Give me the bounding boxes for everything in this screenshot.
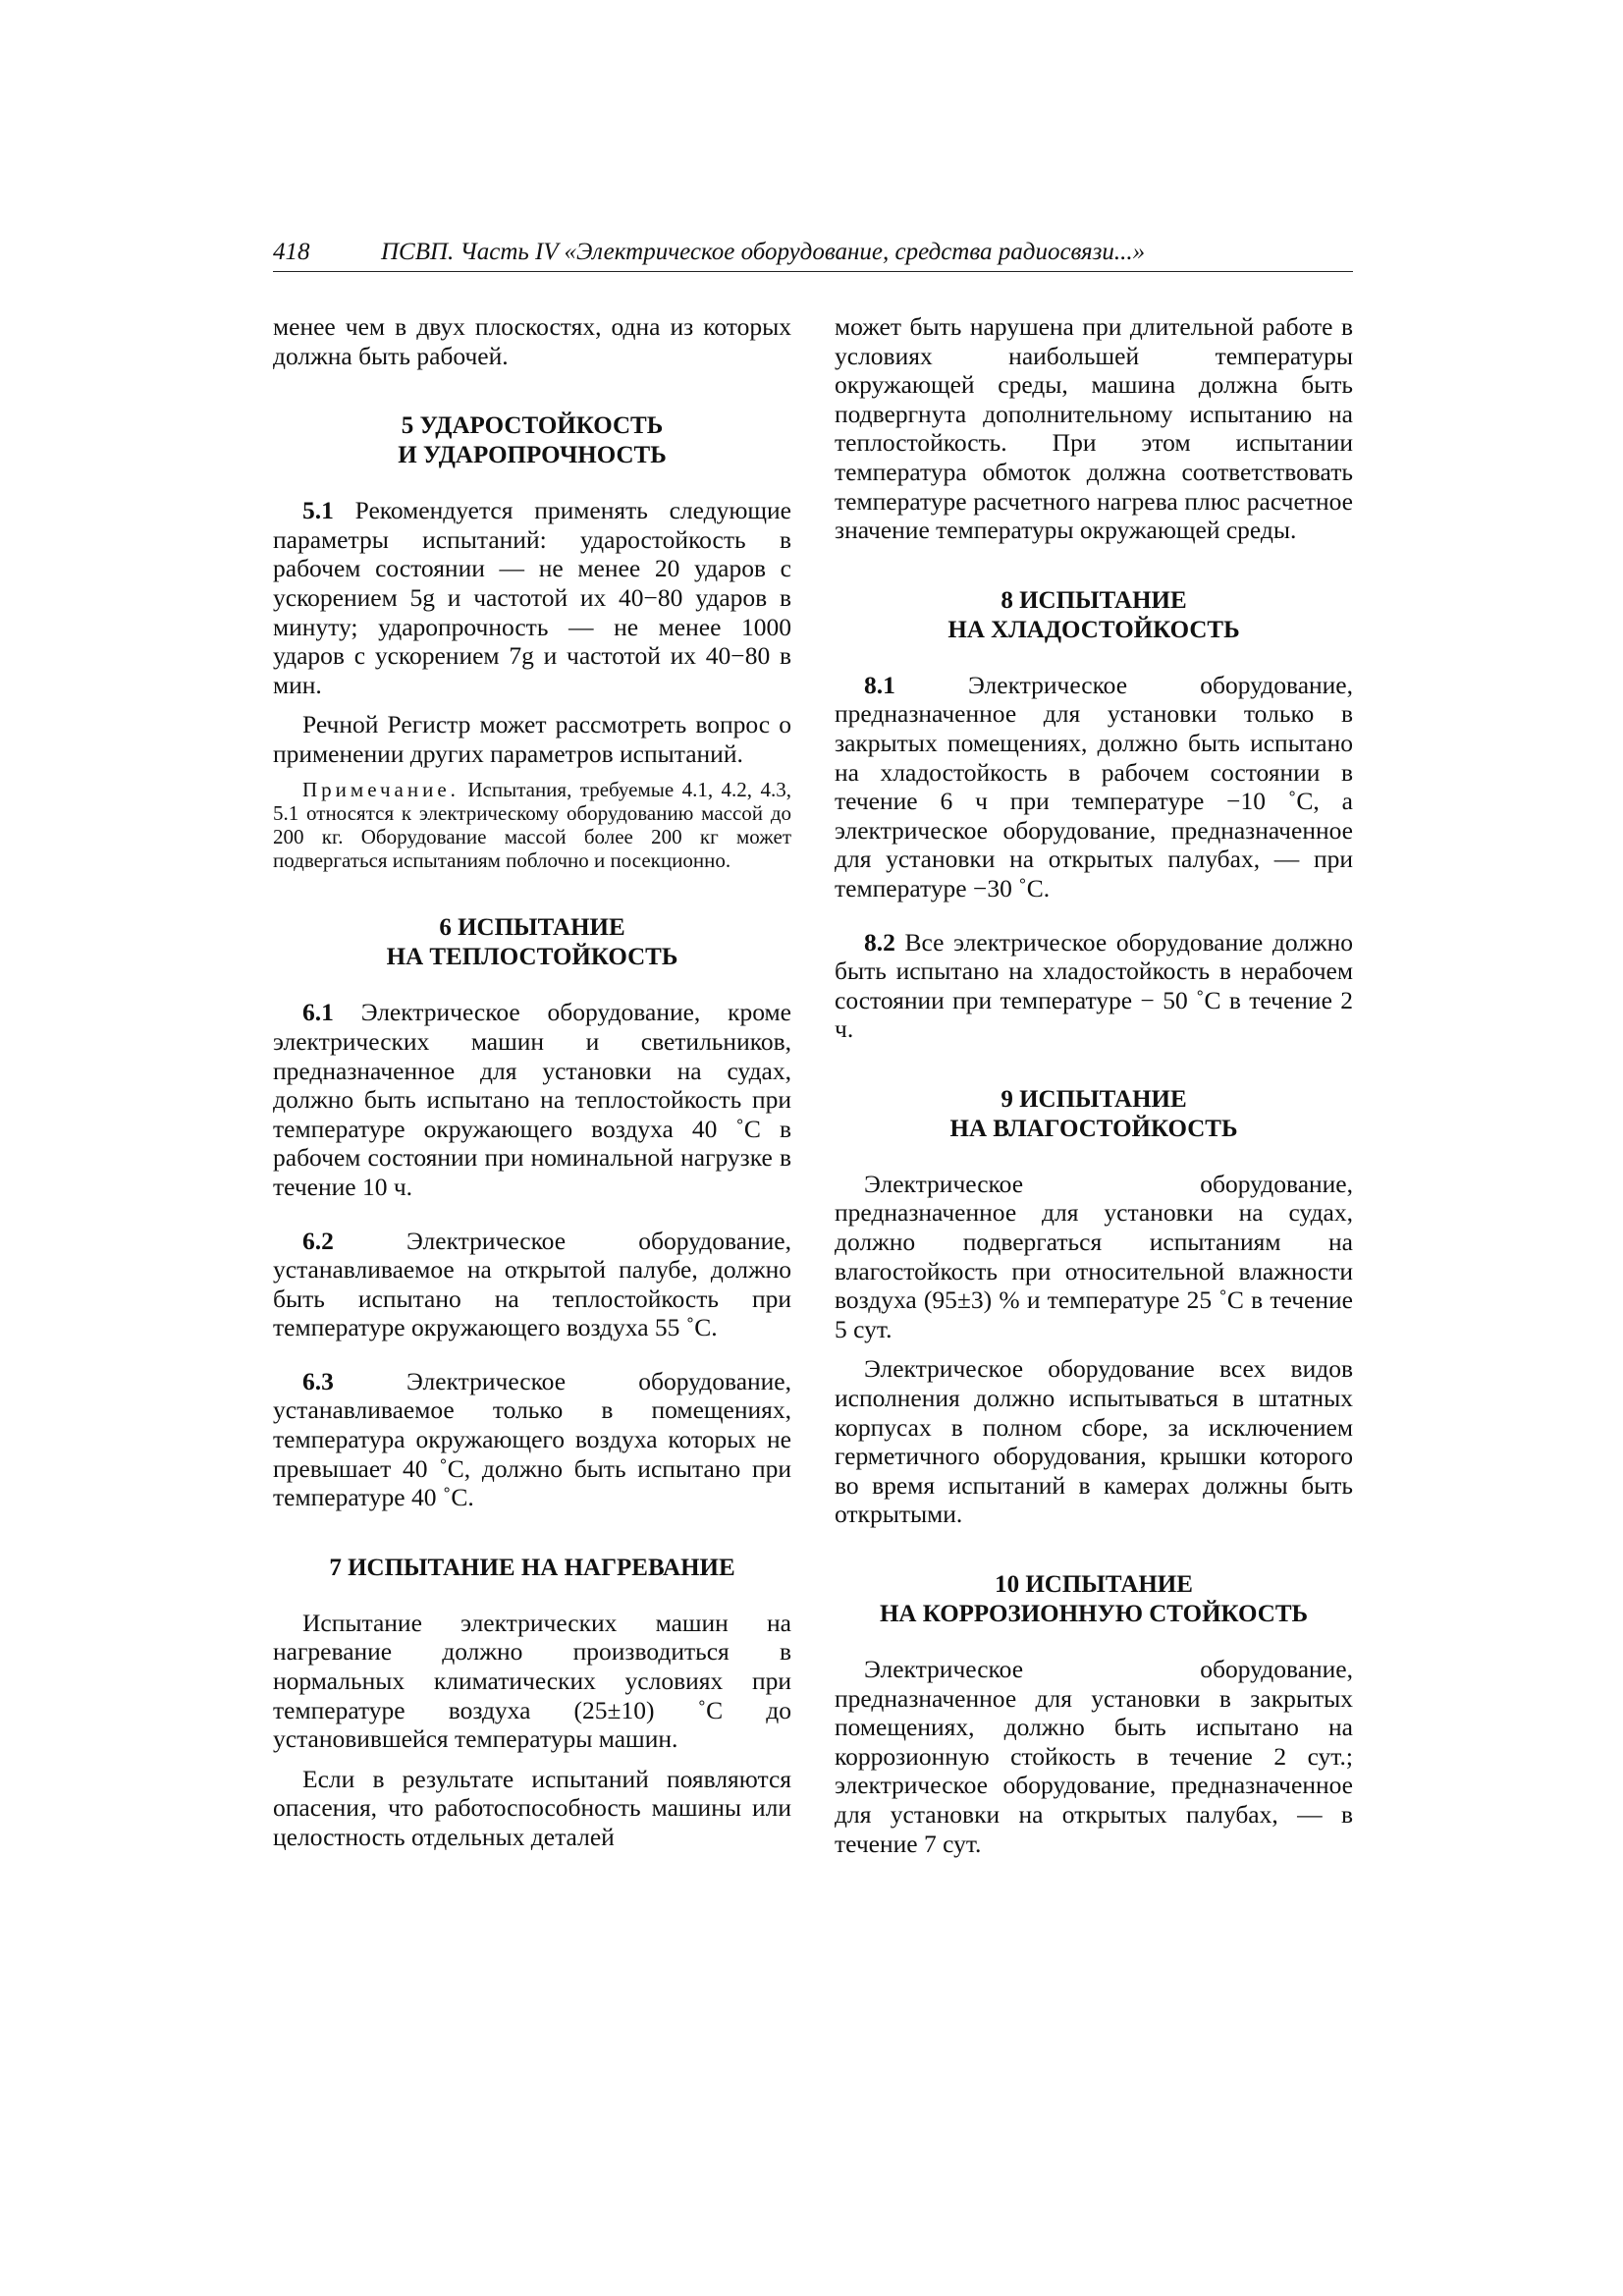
section-10-heading-line2: НА КОРРОЗИОННУЮ СТОЙКОСТЬ xyxy=(879,1601,1309,1627)
section-9-heading xyxy=(835,1085,1353,1144)
clause-text: Электрическое оборудование, предназначенное для установки только в закрытых помещениях, должно быть испытано на хладостойкость в рабочем состоянии в течение 6 ч при температуре −10 ˚С, а электрическое оборудование, предназначенное для установки на открытых палубах, — при температуре −30 ˚С. xyxy=(835,670,1353,902)
section-6-heading-line2: НА ТЕПЛОСТОЙКОСТЬ xyxy=(386,944,678,971)
clause-8-2 xyxy=(835,928,1353,1044)
section-8-heading-line2: НА ХЛАДОСТОЙКОСТЬ xyxy=(947,616,1240,643)
section-9-paragraph-2: Электрическое оборудование всех видов исполнения должно испытываться в штатных корпусах в полном сборе, за исключением герметичного оборудования, крышки которого во время испытаний в камерах должны быть открытыми. xyxy=(835,1354,1353,1529)
clause-8-1 xyxy=(835,671,1353,903)
section-5-paragraph-2: Речной Регистр может рассмотреть вопрос о применении других параметров испытаний. xyxy=(273,710,791,768)
clause-text: Электрическое оборудование, кроме электрических машин и светильников, предназначенное для установки на судах, должно быть испытано на теплостойкость при температуре окружающего воздуха 40 ˚С в рабочем состоянии при номинальной нагрузке в течение 10 ч. xyxy=(273,998,791,1201)
intro-paragraph: менее чем в двух плоскостях, одна из которых должна быть рабочей. xyxy=(273,312,791,370)
section-8-heading-line1: 8 ИСПЫТАНИЕ xyxy=(1001,586,1187,614)
section-7-heading-line1: 7 ИСПЫТАНИЕ НА НАГРЕВАНИЕ xyxy=(329,1554,735,1581)
clause-text: Рекомендуется применять следующие параметры испытаний: ударостойкость в рабочем состоянии — не менее 20 ударов с ускорением 5g и частотой их 40−80 ударов в минуту; ударопрочность — не менее 1000 ударов с ускорением 7g и частотой их 40−80 в мин. xyxy=(273,496,791,699)
section-7-paragraph-1: Испытание электрических машин на нагревание должно производиться в нормальных климатических условиях при температуре воздуха (25±10) ˚С до установившейся температуры машин. xyxy=(273,1608,791,1754)
clause-text: Электрическое оборудование, устанавливаемое только в помещениях, температура окружающего воздуха которых не превышает 40 ˚С, должно быть испытано при температуре 40 ˚С. xyxy=(273,1366,791,1512)
clause-6-3 xyxy=(273,1367,791,1512)
note-text: Испытания, требуемые 4.1, 4.2, 4.3, 5.1 относятся к электрическому оборудованию массой до 200 кг. Оборудование массой более 200 кг может подвергаться испытаниям поблочно и посекционно. xyxy=(273,777,791,873)
clause-number: 6.3 xyxy=(302,1366,334,1395)
section-9-heading-line2: НА ВЛАГОСТОЙКОСТЬ xyxy=(949,1115,1238,1142)
section-5-heading-line2: И УДАРОПРОЧНОСТЬ xyxy=(398,442,667,469)
page-number: 418 xyxy=(273,239,310,265)
page-header xyxy=(273,236,1353,272)
clause-number: 6.2 xyxy=(302,1226,334,1255)
note xyxy=(273,778,791,873)
section-7-paragraph-2: Если в результате испытаний появляются опасения, что работоспособность машины или целостность отдельных деталей xyxy=(273,1764,791,1851)
right-column xyxy=(835,312,1353,1858)
section-7-heading xyxy=(273,1554,791,1583)
clause-number: 6.1 xyxy=(302,998,334,1027)
clause-number: 8.1 xyxy=(864,670,895,699)
clause-6-1 xyxy=(273,998,791,1201)
section-10-paragraph-1: Электрическое оборудование, предназначенное для установки в закрытых помещениях, должно быть испытано на коррозионную стойкость в течение 2 сут.; электрическое оборудование, предназначенное для установки на открытых палубах, — в течение 7 сут. xyxy=(835,1655,1353,1858)
section-6-heading xyxy=(273,913,791,972)
note-label: Примечание. xyxy=(302,777,460,801)
section-10-heading xyxy=(835,1570,1353,1629)
section-5-heading-line1: 5 УДАРОСТОЙКОСТЬ xyxy=(401,412,664,440)
clause-5-1 xyxy=(273,496,791,699)
clause-text: Электрическое оборудование, устанавливаемое на открытой палубе, должно быть испытано на теплостойкость при температуре окружающего воздуха 55 ˚С. xyxy=(273,1226,791,1342)
section-8-heading xyxy=(835,586,1353,645)
section-9-heading-line1: 9 ИСПЫТАНИЕ xyxy=(1001,1085,1187,1113)
section-9-paragraph-1: Электрическое оборудование, предназначенное для установки на судах, должно подвергаться испытаниям на влагостойкость при относительной влажности воздуха (95±3) % и температуре 25 ˚С в течение 5 сут. xyxy=(835,1169,1353,1343)
section-10-heading-line1: 10 ИСПЫТАНИЕ xyxy=(995,1571,1193,1598)
clause-text: Все электрическое оборудование должно быть испытано на хладостойкость в нерабочем состоянии при температуре − 50 ˚С в течение 2 ч. xyxy=(835,927,1354,1044)
clause-number: 8.2 xyxy=(864,927,895,957)
continuation-paragraph: может быть нарушена при длительной работе в условиях наибольшей температуры окружающей среды, машина должна быть подвергнута дополнительному испытанию на теплостойкость. При этом испытании температура обмоток должна соответствовать температуре расчетного нагрева плюс расчетное значение температуры окружающей среды. xyxy=(835,312,1353,545)
clause-number: 5.1 xyxy=(302,496,334,525)
running-title: ПСВП. Часть IV «Электрическое оборудование, средства радиосвязи...» xyxy=(381,239,1146,265)
clause-6-2 xyxy=(273,1227,791,1342)
section-6-heading-line1: 6 ИСПЫТАНИЕ xyxy=(439,914,625,942)
left-column xyxy=(273,312,791,1852)
section-5-heading xyxy=(273,411,791,470)
